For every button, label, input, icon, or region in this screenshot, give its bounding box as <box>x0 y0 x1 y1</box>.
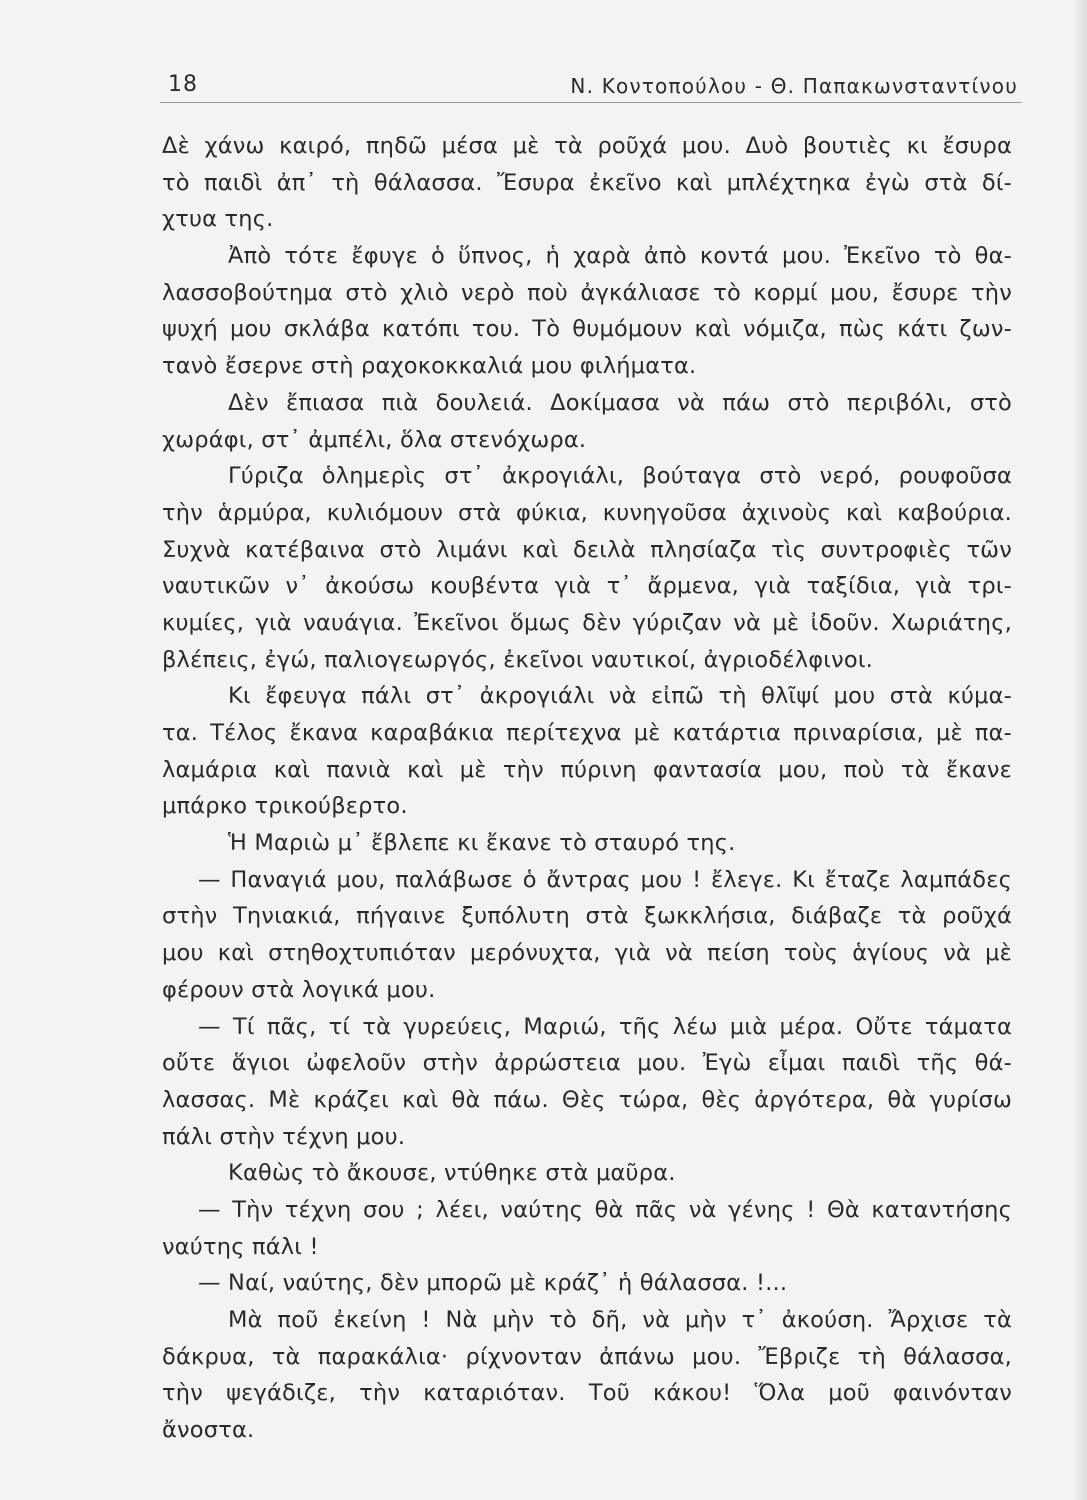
text-line: Δὲ χάνω καιρό, πηδῶ μέσα μὲ τὰ ροῦχά μου. Δυὸ βουτιὲς κι ἔσυρα <box>162 133 1012 159</box>
text-line: ναύτης πάλι ! <box>162 1233 319 1260</box>
text-line: ναυτικῶν ν᾽ ἀκούσω κουβέντα γιὰ τ᾽ ἄρμενα, γιὰ ταξίδια, γιὰ τρι- <box>162 573 1012 600</box>
text-line: μου καὶ στηθοχτυπιόταν μερόνυχτα, γιὰ νὰ πείση τοὺς ἁγίους νὰ μὲ <box>162 940 1012 967</box>
text-line: λασσοβούτημα στὸ χλιὸ νερὸ ποὺ ἀγκάλιασε τὸ κορμί μου, ἔσυρε τὴν <box>162 279 1012 306</box>
text-line: Μὰ ποῦ ἐκείνη ! Νὰ μὴν τὸ δῆ, νὰ μὴν τ᾽ ἀκούση. Ἄρχισε τὰ <box>228 1307 1012 1333</box>
text-line: τα. Τέλος ἔκανα καραβάκια περίτεχνα μὲ κατάρτια πριναρίσια, μὲ πα- <box>162 720 1012 746</box>
text-line: Κι ἔφευγα πάλι στ᾽ ἀκρογιάλι νὰ εἰπῶ τὴ θλῖψί μου στὰ κύμα- <box>228 683 1012 710</box>
text-line: τὸ παιδὶ ἀπ᾽ τὴ θάλασσα. Ἔσυρα ἐκεῖνο καὶ μπλέχτηκα ἐγὼ στὰ δί- <box>162 169 1012 196</box>
text-line: δάκρυα, τὰ παρακάλια· ρίχνονταν ἀπάνω μου. Ἔβριζε τὴ θάλασσα, <box>162 1343 1012 1370</box>
page-number: 18 <box>168 72 198 97</box>
text-line: φέρουν στὰ λογικά μου. <box>162 976 436 1003</box>
text-line: κυμίες, γιὰ ναυάγια. Ἐκεῖνοι ὅμως δὲν γύριζαν νὰ μὲ ἰδοῦν. Χωριάτης, <box>162 609 1012 636</box>
text-line: οὔτε ἅγιοι ὠφελοῦν στὴν ἀρρώστεια μου. Ἐγὼ εἶμαι παιδὶ τῆς θά- <box>162 1050 1012 1077</box>
text-line: Γύριζα ὁλημερὶς στ᾽ ἀκρογιάλι, βούταγα στὸ νερό, ρουφοῦσα <box>228 463 1012 490</box>
text-line: Ἡ Μαριὼ μ᾽ ἔβλεπε κι ἔκανε τὸ σταυρό της. <box>228 830 736 857</box>
page-header <box>160 64 1022 104</box>
text-line: στὴν Τηνιακιά, πήγαινε ξυπόλυτη στὰ ξωκκλήσια, διάβαζε τὰ ροῦχά <box>162 903 1012 930</box>
text-line: Συχνὰ κατέβαινα στὸ λιμάνι καὶ δειλὰ πλησίαζα τὶς συντροφιὲς τῶν <box>162 536 1012 563</box>
text-line: βλέπεις, ἐγώ, παλιογεωργός, ἐκεῖνοι ναυτικοί, ἀγριοδέλφινοι. <box>162 646 873 673</box>
text-line: Καθὼς τὸ ἄκουσε, ντύθηκε στὰ μαῦρα. <box>228 1160 676 1187</box>
text-line: — Ναί, ναύτης, δὲν μπορῶ μὲ κράζ᾽ ἡ θάλασσα. !... <box>198 1270 788 1297</box>
text-line: τανὸ ἔσερνε στὴ ραχοκοκκαλιά μου φιλήματα. <box>162 353 697 380</box>
header-rule <box>160 102 1022 103</box>
text-line: — Τί πᾶς, τί τὰ γυρεύεις, Μαριώ, τῆς λέω μιὰ μέρα. Οὔτε τάματα <box>198 1013 1012 1040</box>
body-text <box>162 128 1012 1449</box>
text-line: λασσας. Μὲ κράζει καὶ θὰ πάω. Θὲς τώρα, θὲς ἀργότερα, θὰ γυρίσω <box>162 1086 1012 1113</box>
text-line: ἄνοστα. <box>162 1417 255 1444</box>
text-line: λαμάρια καὶ πανιὰ καὶ μὲ τὴν πύρινη φαντασία μου, ποὺ τὰ ἔκανε <box>162 756 1012 783</box>
text-line: μπάρκο τρικούβερτο. <box>162 793 408 820</box>
text-line: Ἀπὸ τότε ἔφυγε ὁ ὕπνος, ἡ χαρὰ ἀπὸ κοντά μου. Ἐκεῖνο τὸ θα- <box>228 243 1012 270</box>
text-line: τὴν ἁρμύρα, κυλιόμουν στὰ φύκια, κυνηγοῦσα ἀχινοὺς καὶ καβούρια. <box>162 499 1012 526</box>
text-line: πάλι στὴν τέχνη μου. <box>162 1123 406 1150</box>
text-line: Δὲν ἔπιασα πιὰ δουλειά. Δοκίμασα νὰ πάω στὸ περιβόλι, στὸ <box>228 389 1012 416</box>
text-line: χωράφι, στ᾽ ἀμπέλι, ὅλα στενόχωρα. <box>162 426 587 453</box>
scan-edge-shadow <box>1073 0 1087 1500</box>
running-head: Ν. Κοντοπούλου - Θ. Παπακωνσταντίνου <box>570 74 1018 98</box>
text-line: — Τὴν τέχνη σου ; λέει, ναύτης θὰ πᾶς νὰ γένης ! Θὰ καταντήσης <box>198 1196 1012 1223</box>
text-line: τὴν ψεγάδιζε, τὴν καταριόταν. Τοῦ κάκου! Ὅλα μοῦ φαινόνταν <box>162 1380 1012 1407</box>
text-line: — Παναγιά μου, παλάβωσε ὁ ἄντρας μου ! ἔλεγε. Κι ἔταζε λαμπάδες <box>198 866 1012 893</box>
text-line: χτυα της. <box>162 206 274 233</box>
text-line: ψυχή μου σκλάβα κατόπι του. Τὸ θυμόμουν καὶ νόμιζα, πὼς κάτι ζων- <box>162 316 1012 343</box>
